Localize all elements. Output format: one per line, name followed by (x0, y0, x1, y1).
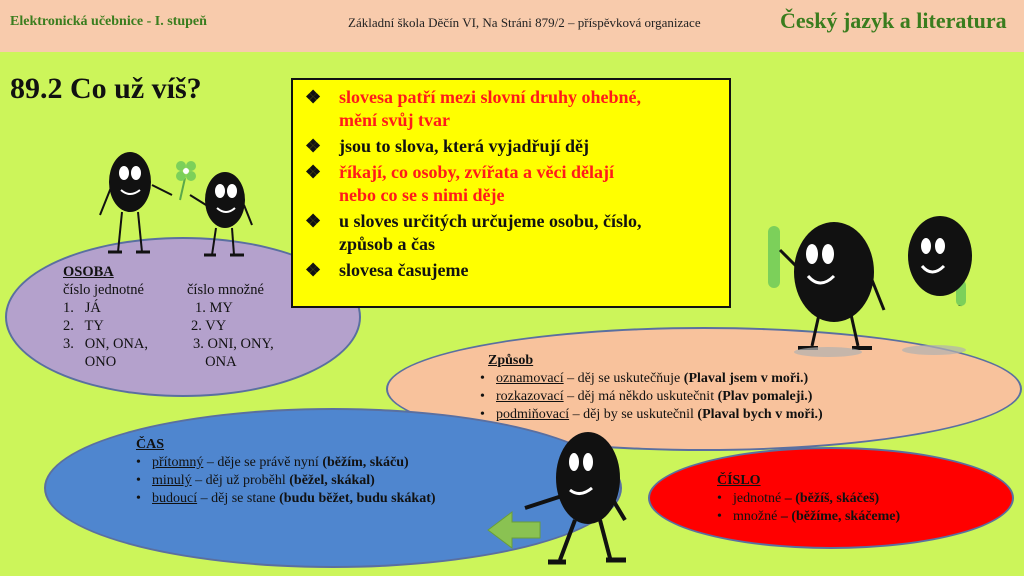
fact-item (303, 161, 721, 207)
figure-left-2-icon (190, 172, 252, 255)
osoba-cell: 1. MY (195, 300, 233, 316)
cislo-example: – (běžíme, skáčeme) (777, 509, 901, 524)
cas-desc: – děje se právě nyní (203, 455, 323, 470)
osoba-row (63, 281, 274, 299)
bullet-icon: • (717, 509, 722, 524)
figure-right-1-icon (768, 222, 884, 357)
zpusob-example: (Plaval jsem v moři.) (683, 371, 809, 386)
osoba-cell: 2. VY (191, 318, 227, 334)
osoba-section (63, 263, 274, 371)
fact-item (303, 259, 721, 282)
fact-item (303, 86, 721, 132)
fact-text: mění svůj tvar (339, 110, 450, 130)
bullet-icon: • (136, 491, 141, 506)
cislo-heading: ČÍSLO (717, 473, 761, 488)
cislo-item (717, 508, 900, 526)
pointing-figure-icon (525, 432, 626, 562)
fact-text: slovesa časujeme (339, 260, 469, 280)
bullet-icon: • (136, 473, 141, 488)
fact-item (303, 210, 721, 256)
osoba-cell: 3. ONI, ONY, (193, 336, 274, 352)
osoba-col1-head: číslo jednotné (63, 282, 144, 298)
zpusob-desc: – děj by se uskutečnil (569, 407, 698, 422)
zpusob-item (480, 406, 823, 424)
osoba-cell: 1. JÁ (63, 300, 101, 316)
fact-text: jsou to slova, která vyjadřují děj (339, 136, 589, 156)
cislo-term: jednotné (733, 491, 782, 506)
cas-item (136, 454, 436, 472)
diamond-bullet-icon: ❖ (305, 87, 322, 107)
osoba-cell: ONA (187, 354, 237, 370)
osoba-heading: OSOBA (63, 264, 114, 280)
cas-example: (běžím, skáču) (322, 455, 409, 470)
osoba-cell: 2. TY (63, 318, 104, 334)
cislo-item (717, 490, 900, 508)
bullet-icon: • (480, 371, 485, 386)
left-arrow-icon (488, 512, 540, 548)
osoba-cell: 3. ON, ONA, (63, 336, 148, 352)
fact-text: nebo co se s nimi děje (339, 185, 505, 205)
figure-left-1-icon (100, 152, 172, 252)
zpusob-heading: Způsob (488, 353, 534, 368)
diamond-bullet-icon: ❖ (305, 211, 322, 231)
header-school-text: Základní škola Děčín VI, Na Stráni 879/2 – příspěvková organizace (348, 15, 701, 30)
cas-section (136, 436, 436, 508)
diamond-bullet-icon: ❖ (305, 136, 322, 156)
osoba-row (63, 353, 274, 371)
cas-term: budoucí (152, 491, 198, 506)
diamond-bullet-icon: ❖ (305, 162, 322, 182)
zpusob-desc: – děj má někdo uskutečnit (563, 389, 718, 404)
osoba-cell: ONO (63, 354, 117, 370)
cas-heading: ČAS (136, 437, 165, 452)
bullet-icon: • (717, 491, 722, 506)
cas-term: přítomný (152, 455, 204, 470)
page-title: 89.2 Co už víš? (10, 72, 202, 105)
fact-text: slovesa patří mezi slovní druhy ohebné, (339, 87, 642, 107)
zpusob-term: rozkazovací (496, 389, 564, 404)
cas-example: (běžel, skákal) (289, 473, 375, 488)
bullet-icon: • (480, 389, 485, 404)
zpusob-example: (Plaval bych v moři.) (697, 407, 823, 422)
cislo-section (717, 472, 900, 526)
figure-right-2-icon (902, 216, 972, 355)
zpusob-section (480, 352, 823, 424)
zpusob-example: (Plav pomaleji.) (717, 389, 813, 404)
osoba-col2-head: číslo množné (187, 282, 264, 298)
cas-desc: – děj už proběhl (191, 473, 290, 488)
cislo-term: množné (733, 509, 778, 524)
facts-box (291, 78, 731, 308)
cas-term: minulý (152, 473, 192, 488)
zpusob-desc: – děj se uskutečňuje (563, 371, 684, 386)
zpusob-item (480, 388, 823, 406)
facts-list (293, 80, 729, 282)
cas-desc: – děj se stane (197, 491, 280, 506)
zpusob-term: podmiňovací (496, 407, 570, 422)
cas-item (136, 490, 436, 508)
bullet-icon: • (136, 455, 141, 470)
fact-text: u sloves určitých určujeme osobu, číslo, (339, 211, 642, 231)
osoba-row (63, 317, 274, 335)
fact-text: říkají, co osoby, zvířata a věci dělají (339, 162, 614, 182)
flower-icon (176, 161, 196, 200)
osoba-row (63, 335, 274, 353)
diamond-bullet-icon: ❖ (305, 260, 322, 280)
cas-item (136, 472, 436, 490)
cislo-example: – (běžíš, skáčeš) (781, 491, 880, 506)
osoba-row (63, 299, 274, 317)
zpusob-item (480, 370, 823, 388)
bullet-icon: • (480, 407, 485, 422)
fact-text: způsob a čas (339, 234, 436, 254)
zpusob-term: oznamovací (496, 371, 564, 386)
fact-item (303, 135, 721, 158)
header-subject-text: Český jazyk a literatura (780, 8, 1007, 33)
cas-example: (budu běžet, budu skákat) (279, 491, 436, 506)
header-left-text: Elektronická učebnice - I. stupeň (10, 14, 207, 29)
